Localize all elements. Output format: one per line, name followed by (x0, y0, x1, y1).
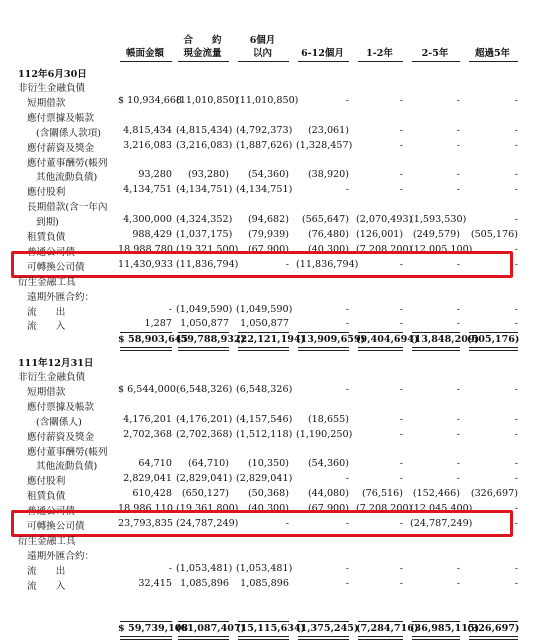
cell-value: - (514, 243, 518, 255)
cell-value: - (456, 169, 460, 181)
total-double-rule (298, 636, 349, 640)
cell-value: (76,480) (307, 229, 349, 240)
cell-value: - (399, 473, 403, 485)
cell-value: (19,321,500) (176, 243, 239, 255)
cell-value: - (514, 428, 518, 440)
cell-value: - (399, 562, 403, 574)
cell-value: - (514, 124, 518, 136)
cell-value: (67,900) (247, 243, 289, 255)
cell-value: - (514, 413, 518, 425)
cell-value: 2,829,041 (123, 473, 172, 485)
cell-value: - (456, 383, 460, 395)
total-double-rule (358, 636, 403, 640)
total-double-rule (412, 347, 460, 351)
cell-value: - (514, 214, 518, 226)
cell-value: (1,512,118) (236, 428, 293, 440)
row-label: (含關係人款項) (36, 127, 102, 139)
total-value: (7,284,716) (356, 623, 419, 634)
cell-value: - (514, 184, 518, 196)
cell-value: - (514, 303, 518, 315)
column-header: 2-5年 (421, 48, 449, 59)
cell-value: 1,085,896 (180, 577, 229, 589)
cell-value: - (285, 258, 289, 270)
total-double-rule (120, 347, 172, 351)
cell-value: (4,324,352) (176, 214, 233, 226)
total-value: (1,375,245) (296, 623, 359, 634)
subtotal-rule (238, 621, 289, 622)
cell-value: - (456, 562, 460, 574)
cell-value: - (514, 139, 518, 151)
cell-value: - (456, 139, 460, 151)
subtotal-rule (238, 332, 289, 333)
total-value: (61,087,407) (176, 623, 246, 634)
column-header: 合 約 (183, 35, 222, 46)
total-value: (9,404,694) (356, 334, 419, 345)
cell-value: (44,080) (307, 488, 349, 500)
cell-value: 11,430,933 (118, 258, 173, 270)
row-label: 應付薪資及獎金 (27, 142, 95, 154)
cell-value: (650,127) (181, 488, 229, 500)
cell-value: 1,085,896 (240, 577, 289, 589)
subtotal-rule (298, 621, 349, 622)
column-header: 6個月 (249, 35, 276, 46)
cell-value: (565,647) (301, 214, 349, 226)
cell-value: - (399, 458, 403, 470)
cell-value: (2,829,041) (236, 473, 293, 485)
cell-value: (126,001) (356, 229, 404, 240)
column-header: 現金流量 (183, 48, 222, 59)
row-label: 短期借款 (27, 97, 66, 109)
total-value: (22,121,194) (236, 334, 306, 345)
total-double-rule (178, 347, 229, 351)
cell-value: (93,280) (187, 169, 229, 181)
cell-value: (4,815,434) (176, 124, 233, 136)
column-header: 超過5年 (474, 48, 511, 59)
cell-value: (1,190,250) (296, 428, 353, 440)
highlight-box (11, 251, 513, 278)
cell-value: (54,360) (307, 458, 349, 470)
cell-value: (12,045,400) (410, 503, 473, 515)
header-underline (298, 61, 349, 62)
cell-value: (505,176) (470, 229, 518, 240)
cell-value: 1,050,877 (180, 318, 229, 330)
cell-value: - (399, 169, 403, 181)
subtotal-rule (358, 621, 403, 622)
total-value: (326,697) (467, 623, 520, 634)
cell-value: (2,702,368) (176, 428, 233, 440)
cell-value: - (345, 577, 349, 589)
cell-value: (7,208,200) (356, 503, 413, 515)
total-double-rule (469, 347, 518, 351)
cell-value: (1,053,481) (176, 562, 233, 574)
row-label: 流 出 (27, 306, 66, 318)
cell-value: - (399, 94, 403, 106)
cell-value: - (514, 562, 518, 574)
cell-value: (6,548,326) (176, 383, 233, 395)
header-underline (178, 61, 229, 62)
cell-value: (11,010,850) (176, 94, 239, 106)
cell-value: - (399, 383, 403, 395)
row-label: 普通公司債 (27, 506, 75, 518)
cell-value: - (168, 303, 172, 315)
subtotal-rule (298, 332, 349, 333)
cell-value: - (285, 518, 289, 529)
total-double-rule (298, 347, 349, 351)
subtotal-rule (358, 332, 403, 333)
row-label: 普通公司債 (27, 246, 75, 258)
cell-value: - (456, 258, 460, 270)
row-label: 應付股利 (27, 476, 66, 488)
row-label: 短期借款 (27, 386, 66, 398)
row-label: 租賃負債 (27, 232, 66, 243)
cell-value: - (456, 303, 460, 315)
cell-value: 1,287 (144, 318, 172, 330)
row-label: 非衍生金融負債 (18, 372, 86, 383)
cell-value: (4,176,201) (176, 413, 233, 425)
cell-value: (4,157,546) (236, 413, 293, 425)
cell-value: - (168, 562, 172, 574)
subtotal-rule (120, 621, 172, 622)
cell-value: - (399, 184, 403, 196)
row-label: 長期借款(含一年內 (27, 202, 108, 214)
cell-value: - (345, 318, 349, 330)
row-label: 租賃負債 (27, 491, 66, 503)
total-double-rule (358, 347, 403, 351)
cell-value: - (399, 303, 403, 315)
subtotal-rule (469, 332, 518, 333)
cell-value: 4,176,201 (123, 413, 172, 425)
cell-value: (11,010,850) (236, 94, 299, 106)
subtotal-rule (412, 621, 460, 622)
cell-value: 4,815,434 (123, 124, 172, 136)
cell-value: - (514, 169, 518, 181)
row-label: 衍生金融工具 (18, 276, 76, 288)
total-value: $ 58,903,645 (118, 334, 189, 345)
column-header: 帳面金額 (125, 48, 164, 59)
header-underline (238, 61, 289, 62)
cell-value: (38,920) (307, 169, 349, 181)
cell-value: (326,697) (470, 488, 518, 500)
section-title: 111年12月31日 (18, 358, 94, 369)
total-double-rule (120, 636, 172, 640)
header-underline (469, 61, 518, 62)
header-underline (412, 61, 460, 62)
cell-value: 988,429 (132, 229, 172, 240)
row-label: 非衍生金融負債 (18, 83, 86, 94)
cell-value: - (399, 413, 403, 425)
cell-value: 610,428 (132, 488, 172, 500)
header-underline (120, 61, 172, 62)
cell-value: (6,548,326) (236, 383, 293, 395)
cell-value: (54,360) (247, 169, 289, 181)
cell-value: - (514, 383, 518, 395)
cell-value: - (399, 318, 403, 330)
total-double-rule (178, 636, 229, 640)
total-value: (36,985,115) (410, 623, 480, 634)
cell-value: - (456, 413, 460, 425)
row-label: 可轉換公司債 (27, 261, 85, 273)
total-value: $ 59,739,108 (118, 623, 189, 634)
cell-value: (4,134,751) (176, 184, 233, 196)
cell-value: (7,208,200) (356, 243, 413, 255)
cell-value: (4,134,751) (236, 184, 293, 196)
row-label: 流 入 (27, 321, 66, 333)
cell-value: - (345, 473, 349, 485)
cell-value: 1,050,877 (240, 318, 289, 330)
cell-value: $ 10,934,668 (118, 94, 183, 106)
row-label: (含關係人) (36, 416, 82, 428)
row-label: 應付股利 (27, 187, 66, 199)
cell-value: 18,988,780 (118, 243, 173, 255)
cell-value: - (514, 458, 518, 470)
cell-value: (64,710) (187, 458, 229, 470)
total-double-rule (412, 636, 460, 640)
cell-value: - (399, 124, 403, 136)
cell-value: (1,037,175) (176, 229, 233, 240)
cell-value: (24,787,249) (410, 518, 473, 529)
cell-value: (1,328,457) (296, 139, 353, 151)
cell-value: (18,655) (307, 413, 349, 425)
cell-value: - (345, 303, 349, 315)
cell-value: - (399, 139, 403, 151)
cell-value: - (514, 503, 518, 515)
cell-value: (40,300) (247, 503, 289, 515)
column-header: 6-12個月 (301, 48, 344, 59)
total-value: (505,176) (467, 334, 520, 345)
cell-value: 4,300,000 (123, 214, 172, 226)
subtotal-rule (412, 332, 460, 333)
total-double-rule (469, 636, 518, 640)
cell-value: (19,361,800) (176, 503, 239, 515)
cell-value: - (514, 94, 518, 106)
cell-value: (11,836,794) (176, 258, 239, 270)
cell-value: 32,415 (138, 577, 172, 589)
cell-value: 2,702,368 (123, 428, 172, 440)
cell-value: (11,836,794) (296, 258, 359, 270)
cell-value: (249,579) (412, 229, 460, 240)
cell-value: (76,516) (361, 488, 403, 500)
total-double-rule (238, 347, 289, 351)
cell-value: (2,070,493) (356, 214, 413, 226)
cell-value: (1,593,530) (410, 214, 467, 226)
cell-value: - (456, 124, 460, 136)
row-label: 應付票據及帳款 (27, 112, 95, 124)
cell-value: 93,280 (138, 169, 172, 181)
subtotal-rule (469, 621, 518, 622)
cell-value: - (345, 94, 349, 106)
cell-value: - (399, 428, 403, 440)
cell-value: (4,792,373) (236, 124, 293, 136)
cell-value: - (456, 94, 460, 106)
row-label: 遠期外匯合約： (27, 550, 95, 562)
highlight-box (11, 510, 513, 537)
total-value: (59,788,932) (176, 334, 246, 345)
cell-value: - (514, 577, 518, 589)
cell-value: (1,049,590) (176, 303, 233, 315)
section-title: 112年6月30日 (18, 69, 87, 80)
cell-value: (67,900) (307, 503, 349, 515)
column-header: 以內 (252, 48, 272, 59)
row-label: 應付票據及帳款 (27, 401, 95, 413)
row-label: 應付董事酬勞(帳列 (27, 157, 108, 169)
cell-value: (152,466) (412, 488, 460, 500)
subtotal-rule (178, 332, 229, 333)
cell-value: - (514, 258, 518, 270)
cell-value: $ 6,544,000 (118, 383, 176, 395)
row-label: 到期) (36, 217, 59, 229)
cell-value: - (345, 184, 349, 196)
row-label: 應付薪資及獎金 (27, 431, 95, 443)
row-label: 其他流動負債) (36, 461, 98, 473)
row-label: 流 入 (27, 580, 66, 592)
cell-value: - (345, 562, 349, 574)
total-value: (13,909,659) (296, 334, 366, 345)
cell-value: (79,939) (247, 229, 289, 240)
cell-value: (2,829,041) (176, 473, 233, 485)
cell-value: (40,300) (307, 243, 349, 255)
cell-value: (50,368) (247, 488, 289, 500)
column-header: 1-2年 (366, 48, 393, 59)
row-label: 其他流動負債) (36, 172, 98, 184)
cell-value: (1,053,481) (236, 562, 293, 574)
cell-value: (3,216,083) (176, 139, 233, 151)
cell-value: (1,887,626) (236, 139, 293, 151)
row-label: 衍生金融工具 (18, 535, 76, 547)
cell-value: (23,061) (307, 124, 349, 136)
cell-value: - (399, 577, 403, 589)
cell-value: 4,134,751 (123, 184, 172, 196)
cell-value: - (456, 577, 460, 589)
cell-value: 64,710 (138, 458, 172, 470)
cell-value: 3,216,083 (123, 139, 172, 151)
cell-value: - (514, 518, 518, 529)
row-label: 可轉換公司債 (27, 521, 85, 532)
cell-value: - (345, 383, 349, 395)
cell-value: (10,350) (247, 458, 289, 470)
cell-value: - (514, 473, 518, 485)
total-double-rule (238, 636, 289, 640)
row-label: 流 出 (27, 565, 66, 577)
cell-value: - (456, 458, 460, 470)
cell-value: - (514, 318, 518, 330)
cell-value: - (456, 318, 460, 330)
cell-value: (94,682) (247, 214, 289, 226)
row-label: 應付董事酬勞(帳列 (27, 446, 108, 458)
cell-value: 18,986,110 (118, 503, 173, 515)
cell-value: - (399, 518, 403, 529)
subtotal-rule (120, 332, 172, 333)
cell-value: - (456, 184, 460, 196)
cell-value: (1,049,590) (236, 303, 293, 315)
subtotal-rule (178, 621, 229, 622)
cell-value: (24,787,249) (176, 518, 239, 529)
total-value: (13,848,209) (410, 334, 480, 345)
cell-value: (12,005,100) (410, 243, 473, 255)
cell-value: - (456, 473, 460, 485)
cell-value: - (345, 518, 349, 529)
total-value: (15,115,634) (236, 623, 306, 634)
cell-value: 23,793,835 (118, 518, 173, 529)
cell-value: - (456, 428, 460, 440)
row-label: 遠期外匯合約： (27, 291, 95, 303)
cell-value: - (399, 258, 403, 270)
header-underline (358, 61, 403, 62)
